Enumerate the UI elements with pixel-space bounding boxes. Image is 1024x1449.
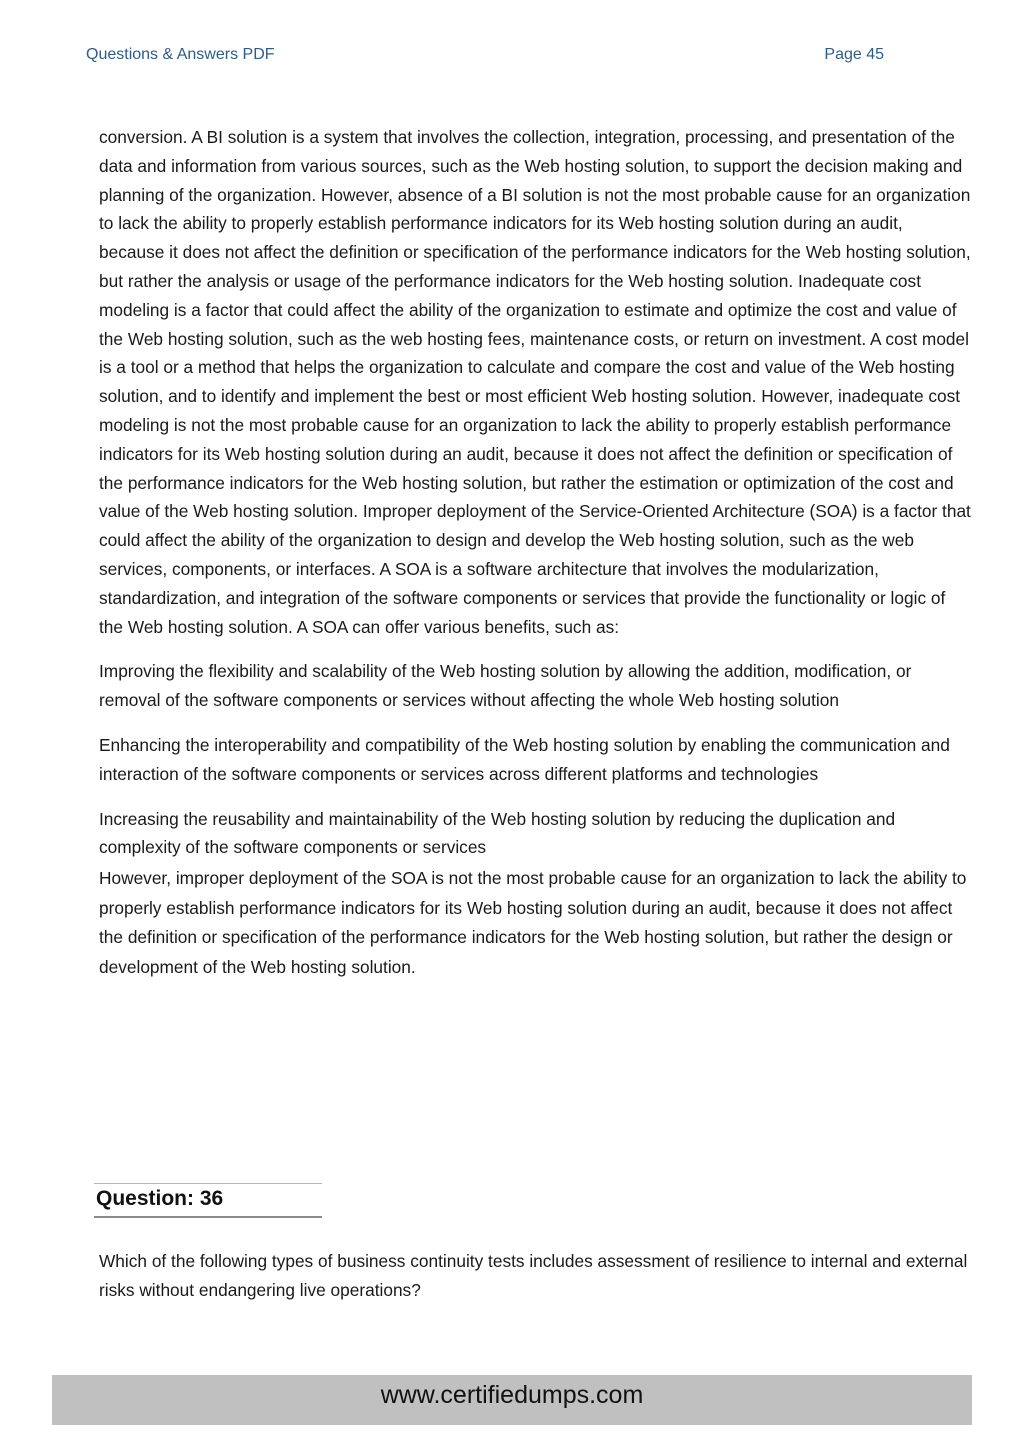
question-number: Question: 36 <box>96 1187 224 1210</box>
paragraph-benefit-interoperability: Enhancing the interoperability and compatibility of the Web hosting solution by enabling the communication and interaction of the software components or services across different platforms and technologies <box>99 734 950 784</box>
page-header <box>86 46 884 70</box>
paragraph-conclusion: However, improper deployment of the SOA is not the most probable cause for an organization to lack the ability to properly establish performance indicators for its Web hosting solution during an audit, because it does not affect the definition or specification of the performance indicators for the Web hosting solution, but rather the design or development of the Web hosting solution. <box>99 868 967 977</box>
footer-bar <box>52 1375 972 1425</box>
website-link[interactable]: www.certifiedumps.com <box>380 1381 644 1409</box>
document-title: Questions & Answers PDF <box>86 46 275 63</box>
answer-explanation <box>99 123 971 998</box>
question-header <box>94 1183 322 1218</box>
paragraph-benefit-reusability: Increasing the reusability and maintainability of the Web hosting solution by reducing the duplication and complexity of the software components or services <box>99 808 896 858</box>
paragraph-benefit-flexibility: Improving the flexibility and scalability of the Web hosting solution by allowing the addition, modification, or removal of the software components or services without affecting the whole Web hosting solution <box>99 661 912 711</box>
paragraph-explanation: conversion. A BI solution is a system that involves the collection, integration, processing, and presentation of the data and information from various sources, such as the Web hosting solution, to support the decision making and planning of the organization. However, absence of a BI solution is not the most probable cause for an organization to lack the ability to properly establish performance indicators for its Web hosting solution during an audit, because it does not affect the definition or specification of the performance indicators for the Web hosting solution, but rather the analysis or usage of the performance indicators for the Web hosting solution. Inadequate cost modeling is a factor that could affect the ability of the organization to estimate and optimize the cost and value of the Web hosting solution, such as the web hosting fees, maintenance costs, or return on investment. A cost model is a tool or a method that helps the organization to calculate and compare the cost and value of the Web hosting solution, and to identify and implement the best or most efficient Web hosting solution. However, inadequate cost modeling is not the most probable cause for an organization to lack the ability to properly establish performance indicators for its Web hosting solution during an audit, because it does not affect the definition or specification of the performance indicators for the Web hosting solution, but rather the estimation or optimization of the cost and value of the Web hosting solution. Improper deployment of the Service-Oriented Architecture (SOA) is a factor that could affect the ability of the organization to design and develop the Web hosting solution, such as the web services, components, or interfaces. A SOA is a software architecture that involves the modularization, standardization, and integration of the software components or services that provide the functionality or logic of the Web hosting solution. A SOA can offer various benefits, such as: <box>99 127 971 637</box>
question-text: Which of the following types of business continuity tests includes assessment of resilience to internal and external risks without endangering live operations? <box>99 1251 968 1300</box>
page-number: Page 45 <box>824 46 884 63</box>
